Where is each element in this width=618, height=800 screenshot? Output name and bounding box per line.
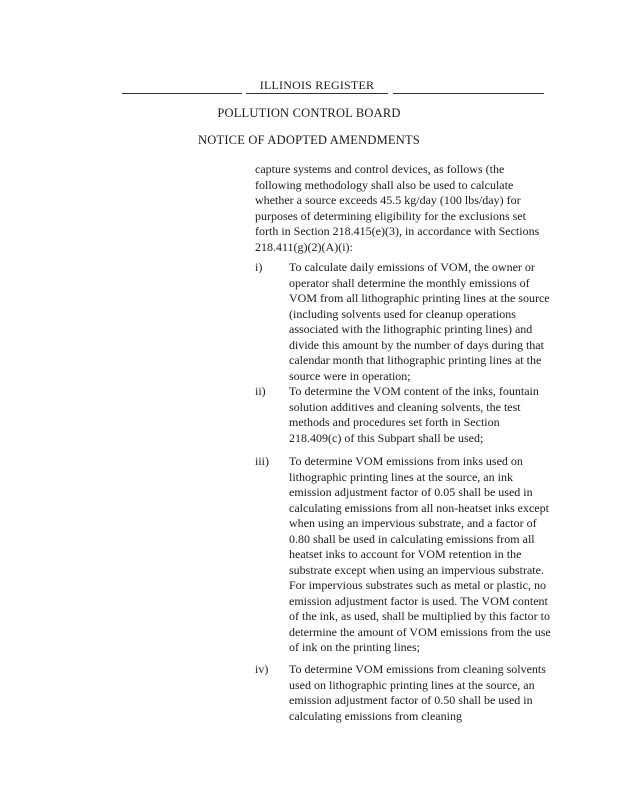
header-rule-right xyxy=(393,93,544,94)
notice-heading: NOTICE OF ADOPTED AMENDMENTS xyxy=(198,133,420,147)
list-item xyxy=(255,384,551,446)
item-number: iii) xyxy=(255,454,269,468)
item-number: ii) xyxy=(255,384,266,398)
register-title: ILLINOIS REGISTER xyxy=(246,78,388,94)
item-text: To determine VOM emissions from inks used on lithographic printing lines at the source, an ink emission adjustment factor of 0.05 shall be used in calculating emissions from all non-heatset inks except when using an impervious substrate, and a factor of 0.80 shall be used in calculating emissions from all heatset inks to account for VOM retention in the substrate except when using an impervious substrate. For impervious substrates such as metal or plastic, no emission adjustment factor is used. The VOM content of the ink, as used, shall be multiplied by this factor to determine the amount of VOM emissions from the use of ink on the printing lines; xyxy=(289,454,551,654)
item-text: To determine VOM emissions from cleaning solvents used on lithographic printing lines at the source, an emission adjustment factor of 0.50 shall be used in calculating emissions from cleaning xyxy=(289,662,546,723)
board-heading: POLLUTION CONTROL BOARD xyxy=(217,106,401,120)
header-rule-left xyxy=(122,93,242,94)
item-text: To determine the VOM content of the inks, fountain solution additives and cleaning solvents, the test methods and procedures set forth in Section 218.409(c) of this Subpart shall be used; xyxy=(289,384,539,445)
item-number: i) xyxy=(255,260,263,274)
intro-paragraph: capture systems and control devices, as follows (the following methodology shall also be used to calculate whether a source exceeds 45.5 kg/day (100 lbs/day) for purposes of determining eligibility for the exclusions set forth in Section 218.415(e)(3), in accordance with Sections 218.411(g)(2)(A)(i): xyxy=(255,162,540,254)
item-number: iv) xyxy=(255,662,269,676)
list-item xyxy=(255,260,551,384)
list-item xyxy=(255,662,551,724)
item-text: To calculate daily emissions of VOM, the owner or operator shall determine the monthly emissions of VOM from all lithographic printing lines at the source (including solvents used for cleanup operations associated with the lithographic printing lines) and divide this amount by the number of days during that calendar month that lithographic printing lines at the source were in operation; xyxy=(289,260,550,383)
list-item xyxy=(255,454,551,656)
